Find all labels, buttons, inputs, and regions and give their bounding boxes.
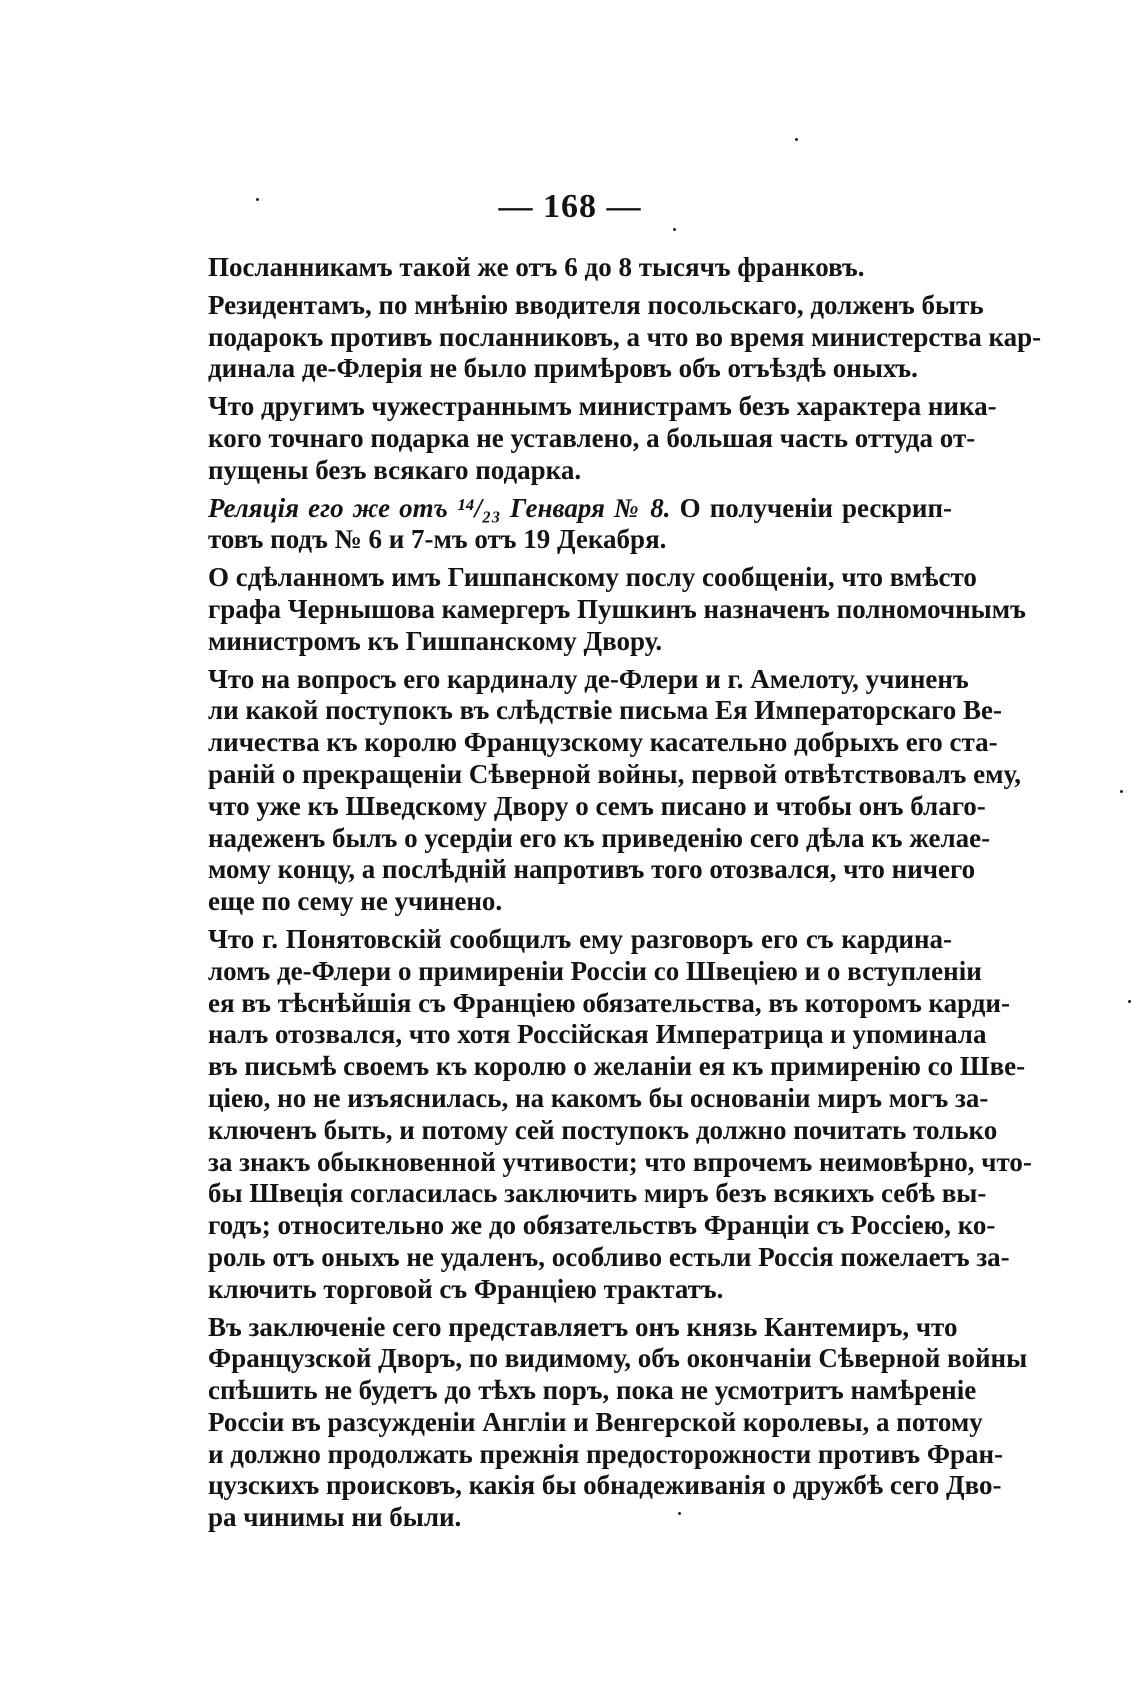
scan-speck [1128,1000,1131,1003]
text-line: за знакъ обыкновенной учтивости; что впрочемъ неимовѣрно, что- [208,1146,1032,1177]
text-line: Французской Дворъ, по видимому, объ окончаніи Сѣверной войны [208,1343,1028,1374]
paragraph [208,1311,1028,1535]
text-line: ра чинимы ни были. [208,1502,462,1533]
text-line: личества къ королю Французскому касательно добрыхъ его ста- [208,727,998,758]
relation-heading-rest: О полученіи рескрип- [670,492,952,523]
text-line: Посланникамъ такой же отъ 6 до 8 тысячъ франковъ. [208,252,865,282]
relation-heading-suffix: Генваря № 8. [500,492,671,523]
paragraph [208,391,997,486]
text-line: годъ; относительно же до обязательствъ Франціи съ Россіею, ко- [208,1210,996,1241]
body-text [208,252,1042,1540]
text-line: спѣшить не будетъ до тѣхъ поръ, пока не усмотритъ намѣреніе [208,1375,977,1406]
relation-paragraph [208,493,952,557]
text-line: Резидентамъ, по мнѣнію вводителя посольскаго, долженъ быть [208,289,984,320]
text-line: пущены безъ всякаго подарка. [208,454,582,485]
text-line: О сдѣланномъ имъ Гишпанскому послу сообщеніи, что вмѣсто [208,562,977,593]
text-line: Что на вопросъ его кардиналу де-Флери и г. Амелоту, учиненъ [208,663,969,694]
text-line: и должно продолжать прежнія предосторожности противъ Фран- [208,1438,1004,1469]
text-line: ключенъ быть, и потому сей поступокъ должно почитать только [208,1114,998,1145]
paragraph [208,663,1022,918]
text-line: Въ заключеніе сего представляетъ онъ князь Кантемиръ, что [208,1311,958,1342]
page-number: — 168 — [498,188,642,225]
text-line: кого точнаго подарка не уставлено, а большая часть оттуда от- [208,422,976,453]
text-line: что уже къ Шведскому Двору о семъ писано и чтобы онъ благо- [208,790,986,821]
text-line: графа Чернышова камергеръ Пушкинъ назначенъ полномочнымъ [208,593,1026,624]
text-line: ціею, но не изъяснилась, на какомъ бы основаніи миръ могъ за- [208,1082,989,1113]
text-line: въ письмѣ своемъ къ королю о желаніи ея къ примиренію со Шве- [208,1051,1026,1082]
relation-heading-line [208,493,952,525]
paragraph [208,923,1032,1306]
paragraph [208,252,952,284]
text-line: раній о прекращеніи Сѣверной войны, первой отвѣтствовалъ ему, [208,758,1022,789]
text-line: ли какой поступокъ въ слѣдствіе письма Ея Императорскаго Ве- [208,695,1002,726]
paragraph [208,562,1026,657]
scan-speck [1120,790,1123,793]
text-line: товъ подъ № 6 и 7-мъ отъ 19 Декабря. [208,524,667,555]
text-line: динала де-Флерія не было примѣровъ объ отъѣздѣ оныхъ. [208,353,918,384]
scan-speck [256,198,259,201]
text-line: роль отъ оныхъ не удаленъ, особливо естьли Россія пожелаетъ за- [208,1241,1010,1272]
text-line: бы Швеція согласилась заключить миръ безъ всякихъ себѣ вы- [208,1178,987,1209]
text-line: налъ отозвался, что хотя Россійская Императрица и упоминала [208,1019,987,1050]
scan-speck [678,1512,681,1515]
scan-speck [795,138,798,141]
text-line: министромъ къ Гишпанскому Двору. [208,625,663,656]
text-line: ея въ тѣснѣйшія съ Франціею обязательства, въ которомъ карди- [208,987,1010,1018]
text-line: мому концу, а послѣдній напротивъ того отозвался, что ничего [208,854,976,885]
scan-speck [673,228,676,231]
text-line: надеженъ былъ о усердіи его къ приведенію сего дѣла къ желае- [208,822,991,853]
text-line: Россіи въ разсужденіи Англіи и Венгерской королевы, а потому [208,1406,983,1437]
text-line: ломъ де-Флери о примиреніи Россіи со Швеціею и о вступленіи [208,955,982,986]
text-line: Что г. Понятовскій сообщилъ ему разговоръ его съ кардина- [208,923,952,954]
paragraph [208,289,1042,385]
text-line: ключить торговой съ Франціею трактатъ. [208,1273,724,1304]
text-line: еще по сему не учинено. [208,886,503,917]
text-line: цузскихъ происковъ, какія бы обнадеживанія о дружбѣ сего Дво- [208,1470,1002,1501]
relation-heading-prefix: Реляція его же отъ [208,492,458,523]
text-line: Что другимъ чужестраннымъ министрамъ безъ характера ника- [208,391,997,422]
relation-date-fraction: ¹⁴/₂₃ [457,492,501,523]
text-line: подарокъ противъ посланниковъ, а что во время министерства кар- [208,321,1042,352]
